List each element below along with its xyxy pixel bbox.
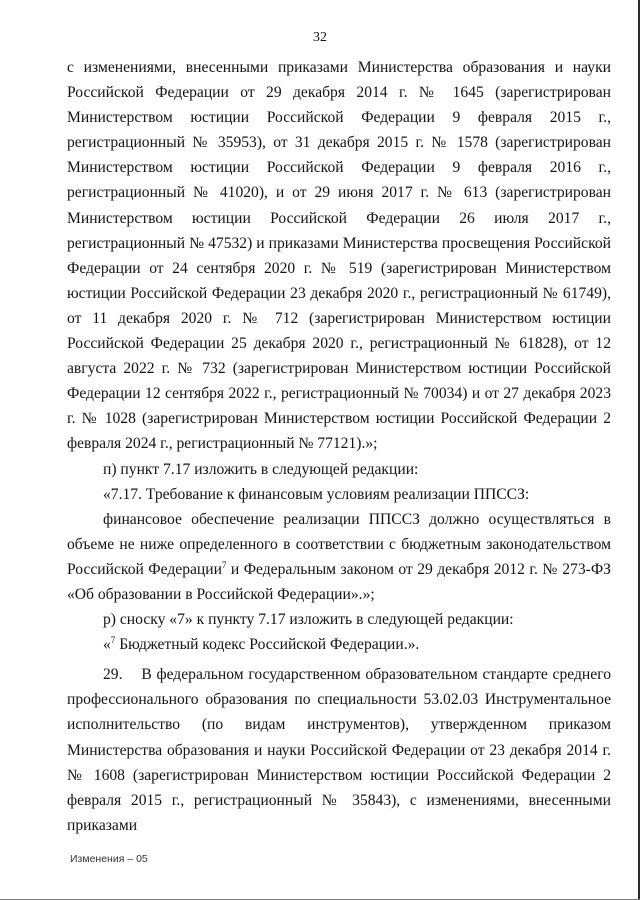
footnote-mark-7: 7 (110, 635, 116, 646)
item-29-text: В федеральном государственном образовательном стандарте среднего профессионального образования по специальности 53.02.03 Инструментальное исполнительство (по видам инструментов), утвержденном приказом Министерства образования и науки Российской Федерации от 23 декабря 2014 г. № 1608 (зарегистрирован Министерством юстиции Российской Федерации 2 февраля 2015 г., регистрационный № 35843), с изменениями, внесенными приказами (67, 666, 611, 834)
item-29-number: 29. (103, 666, 123, 684)
financing-text-before-note: финансовое обеспечение реализации ППССЗ должно осуществляться в объеме не ниже определенного в соответствии с бюджетным законодательством Российской Федерации (67, 510, 611, 578)
continuation-paragraph: с изменениями, внесенными приказами Министерства образования и науки Российской Федерации от 29 декабря 2014 г. № 1645 (зарегистрирован Министерством юстиции Российской Федерации 9 февраля 2015 г., регистрационный № 35953), от 31 декабря 2015 г. № 1578 (зарегистрирован Министерством юстиции Российской Федерации 9 февраля 2016 г., регистрационный № 41020), и от 29 июня 2017 г. № 613 (зарегистрирован Министерством юстиции Российской Федерации 26 июля 2017 г., регистрационный № 47532) и приказами Министерства просвещения Российской Федерации от 24 сентября 2020 г. № 519 (зарегистрирован Министерством юстиции Российской Федерации 23 декабря 2020 г., регистрационный № 61749), от 11 декабря 2020 г. № 712 (зарегистрирован Министерством юстиции Российской Федерации 25 декабря 2020 г., регистрационный № 61828), от 12 августа 2022 г. № 732 (зарегистрирован Министерством юстиции Российской Федерации 12 сентября 2022 г., регистрационный № 70034) и от 27 декабря 2023 г. № 1028 (зарегистрирован Министерством юстиции Российской Федерации 2 февраля 2024 г., регистрационный № 77121).»; (67, 59, 611, 453)
page-footer: Изменения – 05 (70, 853, 148, 865)
page-number: 32 (313, 30, 327, 45)
document-body (67, 55, 611, 838)
item-p-paragraph: п) пункт 7.17 изложить в следующей редакции: (103, 460, 419, 478)
clause-title-paragraph: «7.17. Требование к финансовым условиям реализации ППССЗ: (103, 485, 530, 503)
footnote-reference-7: 7 (221, 559, 227, 570)
financing-paragraph (67, 507, 611, 607)
footnote-text-paragraph (67, 632, 611, 657)
footnote-open-quote: « (103, 636, 111, 654)
financing-text-after-note: и Федеральным законом от 29 декабря 2012 г. № 273-ФЗ «Об образовании в Российской Федерации».»; (67, 560, 611, 603)
item-29-paragraph (67, 662, 611, 838)
footnote-body: Бюджетный кодекс Российской Федерации.». (115, 636, 420, 654)
item-r-paragraph: р) сноску «7» к пункту 7.17 изложить в следующей редакции: (103, 611, 514, 629)
